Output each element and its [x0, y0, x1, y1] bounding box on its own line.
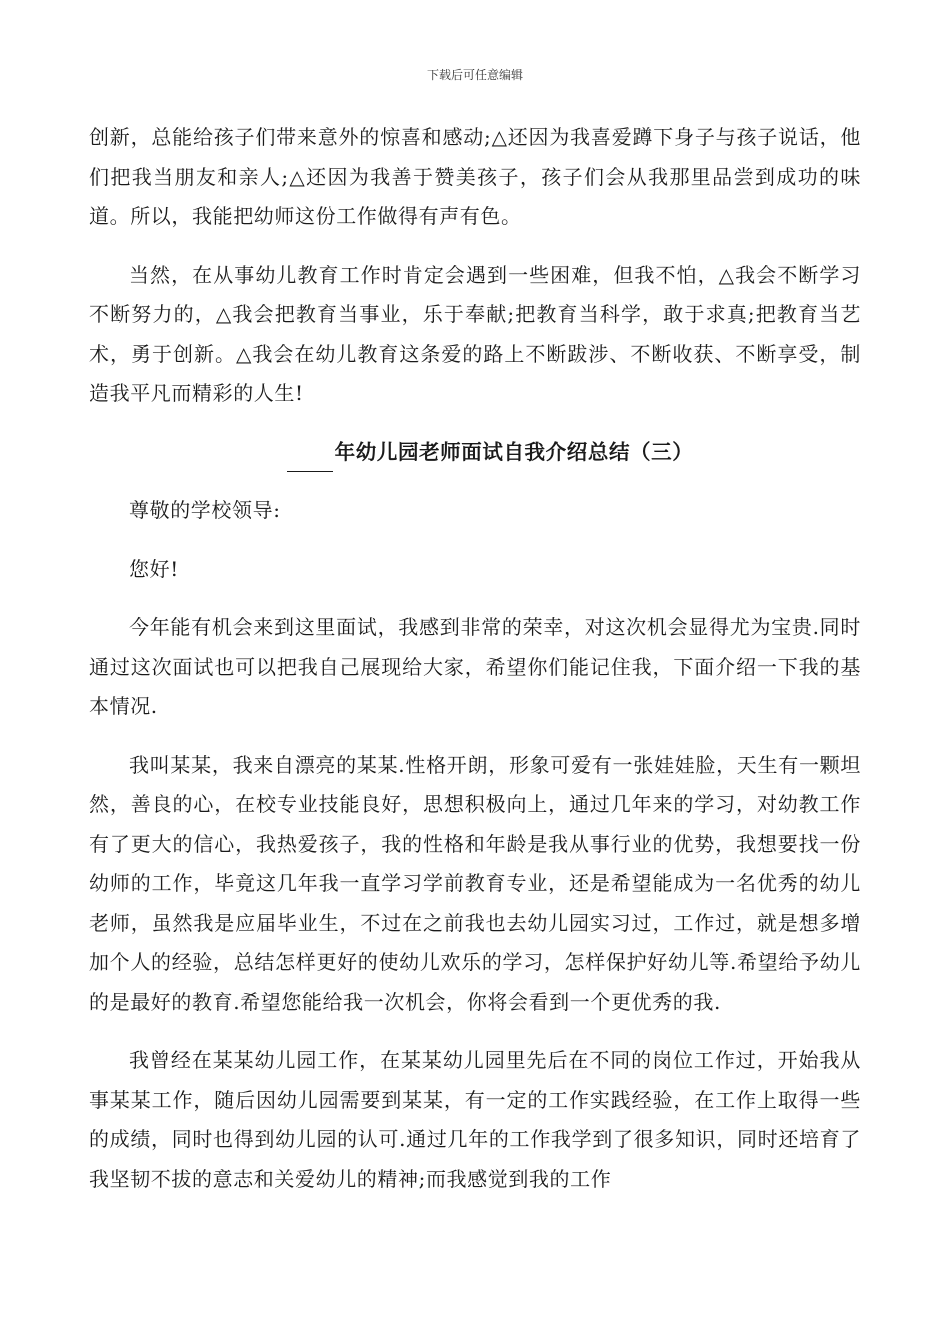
section-title [89, 433, 861, 473]
paragraph-2: 当然，在从事幼儿教育工作时肯定会遇到一些困难，但我不怕，△我会不断学习不断努力的，△我会把教育当事业，乐于奉献;把教育当科学，敢于求真;把教育当艺术，勇于创新。△我会在幼儿教育这条爱的路上不断跋涉、不断收获、不断享受，制造我平凡而精彩的人生! [89, 262, 861, 405]
greeting: 尊敬的学校领导: [129, 498, 281, 522]
paragraph-3: 今年能有机会来到这里面试，我感到非常的荣幸，对这次机会显得尤为宝贵.同时通过这次面试也可以把我自己展现给大家，希望你们能记住我，下面介绍一下我的基本情况. [89, 615, 861, 718]
paragraph-5: 我曾经在某某幼儿园工作，在某某幼儿园里先后在不同的岗位工作过，开始我从事某某工作，随后因幼儿园需要到某某，有一定的工作实践经验，在工作上取得一些的成绩，同时也得到幼儿园的认可.通过几年的工作我学到了很多知识，同时还培育了我坚韧不拔的意志和关爱幼儿的精神;而我感觉到我的工作 [89, 1048, 861, 1191]
page-header-note: 下载后可任意编辑 [426, 68, 523, 82]
hello: 您好! [129, 556, 179, 581]
document-body [89, 118, 861, 1199]
paragraph-1: 创新，总能给孩子们带来意外的惊喜和感动;△还因为我喜爱蹲下身子与孩子说话，他们把我当朋友和亲人;△还因为我善于赞美孩子，孩子们会从我那里品尝到成功的味道。所以，我能把幼师这份工作做得有声有色。 [89, 125, 861, 228]
section-title-text: 年幼儿园老师面试自我介绍总结（三） [334, 439, 694, 464]
paragraph-4: 我叫某某，我来自漂亮的某某.性格开朗，形象可爱有一张娃娃脸，天生有一颗坦然，善良的心，在校专业技能良好，思想积极向上，通过几年来的学习，对幼教工作有了更大的信心，我热爱孩子，我的性格和年龄是我从事行业的优势，我想要找一份幼师的工作，毕竟这几年我一直学习学前教育专业，还是希望能成为一名优秀的幼儿老师，虽然我是应届毕业生，不过在之前我也去幼儿园实习过，工作过，就是想多增加个人的经验，总结怎样更好的使幼儿欢乐的学习，怎样保护好幼儿等.希望给予幼儿的是最好的教育.希望您能给我一次机会，你将会看到一个更优秀的我. [89, 752, 861, 1014]
title-blank-underline [287, 447, 333, 472]
